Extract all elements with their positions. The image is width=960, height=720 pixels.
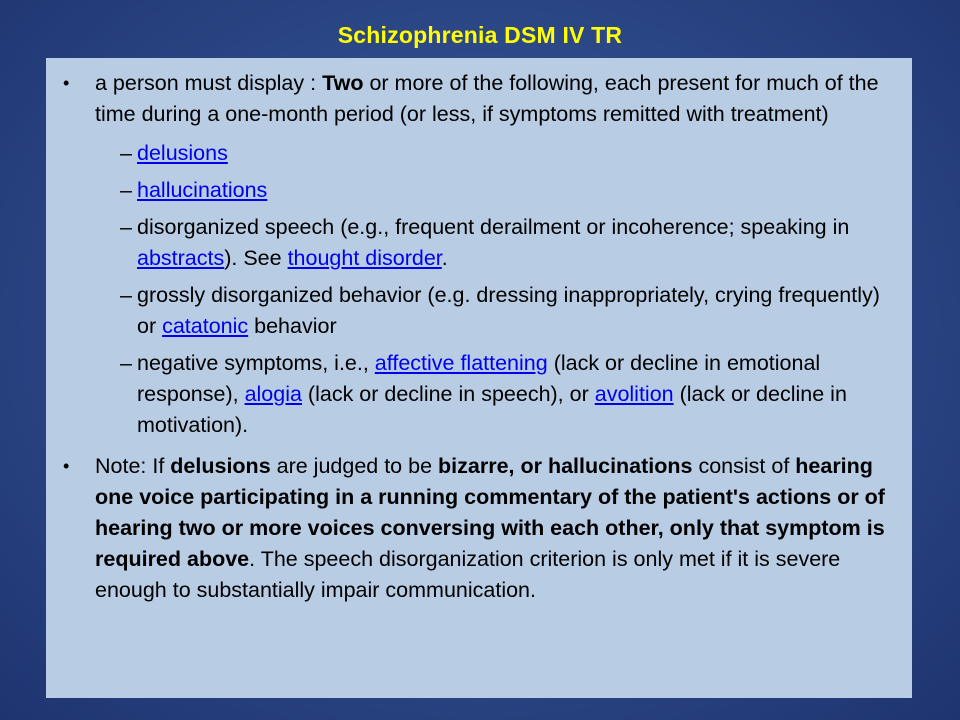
behavior-text-1: grossly disorganized behavior (e.g. dressing inappropriately, crying frequently) or bbox=[137, 283, 880, 338]
criteria-text-two: Two bbox=[322, 71, 364, 95]
affective-flattening-link[interactable]: affective flattening bbox=[374, 351, 548, 375]
note-text-2: are judged to be bbox=[270, 454, 439, 478]
list-item-behavior bbox=[46, 280, 898, 342]
negative-text-3: (lack or decline in speech), or bbox=[301, 382, 595, 406]
dash-icon: – bbox=[120, 351, 132, 375]
criteria-text-a: a person must display : bbox=[95, 71, 323, 95]
list-item-negative bbox=[46, 348, 898, 441]
speech-text-1: disorganized speech (e.g., frequent derailment or incoherence; speaking in bbox=[137, 215, 850, 239]
content-panel bbox=[46, 58, 912, 698]
behavior-text-2: behavior bbox=[248, 314, 337, 338]
negative-text-4: (lack or decline in motivation). bbox=[137, 382, 847, 437]
avolition-link[interactable]: avolition bbox=[594, 382, 674, 406]
symptom-list bbox=[46, 138, 898, 441]
bullet-criteria bbox=[46, 68, 898, 130]
criteria-text-c: or more of the following, each present for much of the time during a one-month period (or less, if symptoms remitted with treatment) bbox=[95, 71, 879, 126]
negative-text-2: (lack or decline in emotional response), bbox=[137, 351, 821, 406]
dash-icon: – bbox=[120, 178, 132, 202]
dash-icon: – bbox=[120, 283, 132, 307]
note-bold-1: delusions bbox=[170, 454, 271, 478]
speech-text-2: ). See bbox=[224, 246, 288, 270]
delusions-link[interactable]: delusions bbox=[137, 141, 228, 165]
slide-title: Schizophrenia DSM IV TR bbox=[337, 22, 623, 48]
list-item-delusions bbox=[46, 138, 898, 169]
abstracts-link[interactable]: abstracts bbox=[137, 246, 225, 270]
note-bold-2: bizarre, or hallucinations bbox=[438, 454, 693, 478]
hallucinations-link[interactable]: hallucinations bbox=[137, 178, 268, 202]
alogia-link[interactable]: alogia bbox=[244, 382, 302, 406]
note-text-1: Note: If bbox=[95, 454, 171, 478]
thought-disorder-link[interactable]: thought disorder bbox=[287, 246, 442, 270]
list-item-hallucinations bbox=[46, 175, 898, 206]
bullet-icon: • bbox=[63, 456, 70, 476]
negative-text-1: negative symptoms, i.e., bbox=[137, 351, 375, 375]
list-item-speech bbox=[46, 212, 898, 274]
note-text-4: . The speech disorganization criterion is only met if it is severe enough to substantially impair communication. bbox=[95, 547, 841, 602]
note-bold-3: hearing one voice participating in a running commentary of the patient's actions or of hearing two or more voices conversing with each other, only that symptom is required above bbox=[95, 454, 885, 571]
dash-icon: – bbox=[120, 141, 132, 165]
dash-icon: – bbox=[120, 215, 132, 239]
speech-text-3: . bbox=[441, 246, 448, 270]
note-text-3: consist of bbox=[692, 454, 796, 478]
bullet-icon: • bbox=[63, 73, 70, 93]
bullet-note bbox=[46, 451, 898, 606]
catatonic-link[interactable]: catatonic bbox=[162, 314, 249, 338]
